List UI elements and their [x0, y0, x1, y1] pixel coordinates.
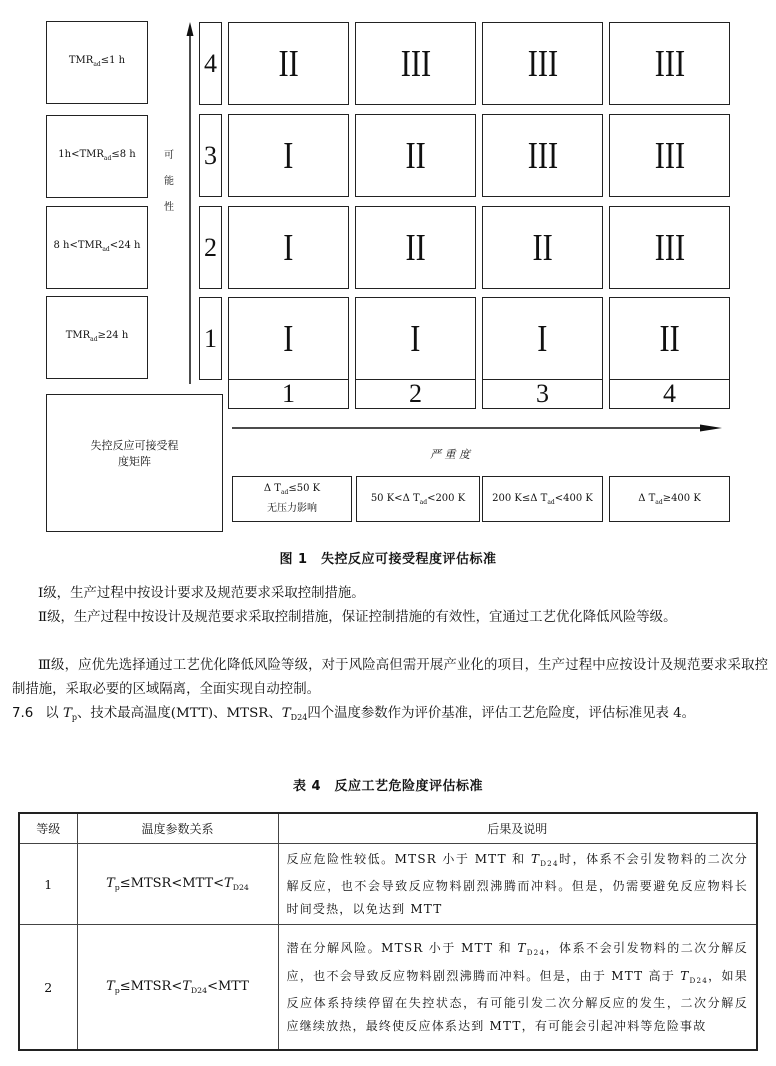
matrix-cell: I — [482, 297, 603, 380]
severity-condition-1: Δ $T_{ad}\le 50$ K 无压力影响 — [232, 476, 352, 522]
table-row — [19, 925, 757, 1051]
row-description: 反应危险性较低。MTSR 小于 MTT 和 $T_{D24}$时，体系不会引发物料的二次分解反应，也不会导致反应物料剧烈沸腾而冲料。但是，仍需要避免反应物料长时间受热，以免达到 MTT — [278, 844, 757, 925]
row-level: 2 — [19, 925, 77, 1051]
severity-condition-4: Δ $T_{ad}\ge 400$ K — [609, 476, 730, 522]
likelihood-condition-2: 8 $h<TMR_{ad}<24$ h — [46, 206, 148, 289]
row-level: 1 — [19, 844, 77, 925]
header-level: 等级 — [19, 813, 77, 844]
table-4 — [18, 812, 758, 1051]
severity-axis-label: 严 重 度 — [430, 448, 470, 461]
matrix-cell: I — [228, 297, 349, 380]
paragraph-level-2: Ⅱ级，生产过程中按设计及规范要求采取控制措施，保证控制措施的有效性，宜通过工艺优化降低风险等级。 — [38, 610, 677, 625]
likelihood-axis-label: 可 能 性 — [164, 150, 174, 213]
matrix-cell: III — [355, 22, 476, 105]
matrix-cell: II — [355, 206, 476, 289]
row-relation: $T_p\le MTSR<MTT<T_{D24}$ — [77, 844, 278, 925]
severity-level-4: 4 — [609, 379, 730, 409]
table-header-row — [19, 813, 757, 844]
figure-caption: 图 1 失控反应可接受程度评估标准 — [279, 552, 497, 567]
severity-condition-2: 50 K<Δ $T_{ad}<200$ K — [356, 476, 480, 522]
likelihood-axis-arrow — [184, 20, 196, 386]
matrix-title: 失控反应可接受程度矩阵 — [90, 439, 179, 468]
matrix-cell: I — [228, 206, 349, 289]
matrix-cell: III — [482, 22, 603, 105]
matrix-cell: III — [609, 22, 730, 105]
matrix-cell: II — [609, 297, 730, 380]
likelihood-level-2: 2 — [199, 206, 222, 289]
severity-level-2: 2 — [355, 379, 476, 409]
likelihood-level-1: 1 — [199, 297, 222, 380]
section-7-6: 7.6 以 $T_p$、技术最高温度(MTT)、MTSR、$T_{D24}$四个温度参数作为评价基准，评估工艺危险度，评估标准见表 4。 — [12, 706, 696, 722]
matrix-cell: III — [609, 114, 730, 197]
header-relation: 温度参数关系 — [77, 813, 278, 844]
table-row — [19, 844, 757, 925]
matrix-cell: III — [609, 206, 730, 289]
likelihood-level-3: 3 — [199, 114, 222, 197]
matrix-cell: I — [228, 114, 349, 197]
matrix-cell: III — [482, 114, 603, 197]
matrix-cell: II — [482, 206, 603, 289]
likelihood-condition-1: $TMR_{ad}\ge 24$ h — [46, 296, 148, 379]
matrix-cell: II — [228, 22, 349, 105]
likelihood-condition-3: $1h<TMR_{ad}\le 8$ h — [46, 115, 148, 198]
severity-level-1: 1 — [228, 379, 349, 409]
severity-level-3: 3 — [482, 379, 603, 409]
table-caption: 表 4 反应工艺危险度评估标准 — [292, 779, 484, 794]
paragraph-level-3: Ⅲ级，应优先选择通过工艺优化降低风险等级，对于风险高但需开展产业化的项目，生产过程中应按设计及规范要求采取控制措施，采取必要的区域隔离，全面实现自动控制。 — [12, 658, 768, 697]
paragraph-level-1: Ⅰ级，生产过程中按设计要求及规范要求采取控制措施。 — [38, 586, 365, 601]
matrix-cell: II — [355, 114, 476, 197]
matrix-cell: I — [355, 297, 476, 380]
severity-condition-3: 200 K≤Δ $T_{ad}<400$ K — [482, 476, 603, 522]
row-relation: $T_p\le MTSR<T_{D24}<MTT$ — [77, 925, 278, 1051]
section-number: 7.6 — [12, 706, 34, 721]
likelihood-level-4: 4 — [199, 22, 222, 105]
likelihood-condition-4: $TMR_{ad}\le 1$ h — [46, 21, 148, 104]
header-description: 后果及说明 — [278, 813, 757, 844]
row-description: 潜在分解风险。MTSR 小于 MTT 和 $T_{D24}$，体系不会引发物料的二次分解反应，也不会导致反应物料剧烈沸腾而冲料。但是，由于 MTT 高于 $T_{D24}$，如果反应体系持续停留在失控状态，有可能引发二次分解反应的发生，二次分解反应继续放热，最终使反应体系达到 MTT，有可能会引起冲料等危险事故 — [278, 925, 757, 1051]
matrix-title-box — [46, 394, 223, 532]
severity-axis-arrow — [230, 422, 724, 434]
